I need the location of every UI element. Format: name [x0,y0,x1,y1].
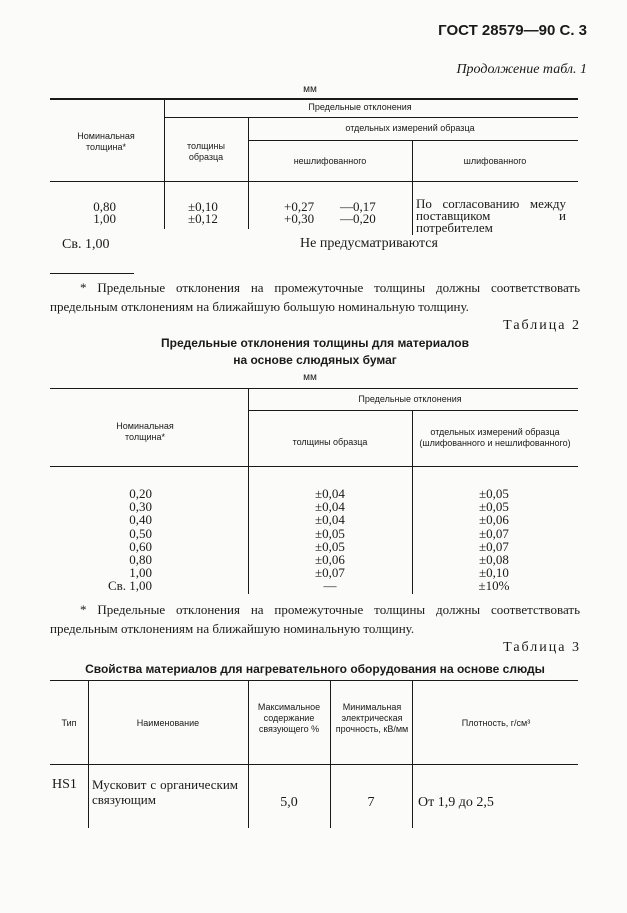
table2-vline-1 [248,388,249,466]
table2-individual-4: ±0,07 [479,538,509,554]
table1-header-bottom [50,181,578,182]
table3-col-type: Тип [61,718,77,728]
table2-individual-6: ±0,10 [479,565,509,581]
table1-plus-1: +0,30 [284,211,315,226]
table2-individual-0: ±0,05 [479,486,509,501]
table3-strength: 7 [367,795,375,810]
table2-nominal-1: 0,30 [129,499,152,515]
table2-vline-1b [248,466,249,594]
table1-top-rule [50,98,578,100]
table3-vline-4 [412,680,413,828]
table2-sample-0: ±0,04 [315,486,345,501]
table1-plus-0: +0,27 [284,199,315,214]
table2-individual-3: ±0,07 [479,525,509,541]
page-header: ГОСТ 28579—90 С. 3 [438,22,587,39]
table2-nominal-2: 0,40 [129,512,152,528]
table1-vline-2b [248,181,249,229]
table3-density: От 1,9 до 2,5 [418,795,494,810]
table2-nominal-5: 0,80 [129,552,152,567]
table2-individual-7: ±10% [478,578,510,594]
table2-footnote: * Предельные отклонения на промежуточные толщины должны соответствовать предельным отклонениям на ближайшую номинальную толщину. [50,602,580,636]
table2-col-sample: толщины образца [292,437,368,447]
table2-nominal-6: 1,00 [129,565,152,581]
table1-col-sample: толщины образца [187,141,225,162]
table2-sample-2: ±0,04 [315,512,345,528]
table3-vline-2 [248,680,249,828]
table1-col-unground: нешлифованного [293,156,367,166]
table3-col-binder: Максимальное содержание связующего % [257,702,321,734]
table3-label: Таблица 3 [503,640,581,655]
table1-sample-1: ±0,12 [188,211,218,226]
table1-sample-0: ±0,10 [188,199,218,214]
table2-hline-a [248,410,578,411]
table3-title: Свойства материалов для нагревательного оборудования на основе слюды [85,662,545,676]
table2-col-individual: отдельных измерений образца (шлифованного и нешлифованного) [419,427,571,448]
table3-type: HS1 [52,777,77,792]
table2-sample-4: ±0,05 [315,538,345,554]
table3-binder: 5,0 [280,795,298,810]
table3-col-strength: Минимальная электрическая прочность, кВ/мм [335,702,409,734]
table2-individual-1: ±0,05 [479,499,509,515]
table2-label: Таблица 2 [503,318,581,333]
table2-col-deviations: Предельные отклонения [358,394,462,404]
table2-nominal-3: 0,50 [129,525,152,541]
table1-col-nominal: Номинальная толщина* [77,131,135,152]
table3-vline-1 [88,680,89,828]
table2-unit: мм [303,372,317,383]
table2-vline-2b [412,466,413,594]
table1-hline-a [164,117,578,118]
table2-nominal-7: Св. 1,00 [107,578,152,594]
table1-col-individual: отдельных измерений образца [345,123,475,133]
table1-col-deviations: Предельные отклонения [308,102,412,112]
table2-nominal-0: 0,20 [129,486,152,501]
table3-name: Мусковит с органическим связующим [92,777,238,807]
table2-individual-2: ±0,06 [479,512,509,528]
table3-vline-3 [330,680,331,828]
table1-unit: мм [303,84,317,95]
table3-col-name: Наименование [136,718,200,728]
table2-nominal-4: 0,60 [129,538,152,554]
table2-title-line2: на основе слюдяных бумаг [233,353,397,367]
table1-vline-2 [248,117,249,181]
table1-hline-b [248,140,578,141]
table2-individual-5: ±0,08 [479,552,509,567]
table2-header-bottom [50,466,578,467]
table1-ground-note: По согласованию между поставщиком и потребителем [416,196,566,235]
table2-title-line1: Предельные отклонения толщины для материалов [161,336,469,350]
table1-vline-1 [164,99,165,181]
table2-top-rule [50,388,578,389]
table2-sample-7: — [323,578,337,594]
table1-footnote: * Предельные отклонения на промежуточные толщины должны соответствовать предельным отклонениям на ближайшую большую номинальную толщину. [50,280,580,314]
table3-header-bottom [50,764,578,765]
table2-sample-3: ±0,05 [315,525,345,541]
table1-footnote-rule [50,273,134,274]
table3-col-density: Плотность, г/см³ [461,718,531,728]
table2-vline-2 [412,410,413,466]
table1-minus-0: —0,17 [340,199,376,214]
table2-sample-5: ±0,06 [315,552,345,567]
table1-last-nominal: Св. 1,00 [62,237,110,252]
table1-last-value: Не предусматриваются [300,236,438,251]
table1-vline-1b [164,181,165,229]
table1-nominal-0: 0,80 [93,199,116,214]
table2-sample-1: ±0,04 [315,499,345,515]
table1-col-ground: шлифованного [463,156,527,166]
table1-minus-1: —0,20 [340,211,376,226]
table2-col-nominal: Номинальная толщина* [116,421,174,442]
table1-vline-3 [412,140,413,235]
table3-top-rule [50,680,578,681]
continuation-label: Продолжение табл. 1 [456,62,587,77]
table2-sample-6: ±0,07 [315,565,345,581]
table1-nominal-1: 1,00 [93,211,116,226]
